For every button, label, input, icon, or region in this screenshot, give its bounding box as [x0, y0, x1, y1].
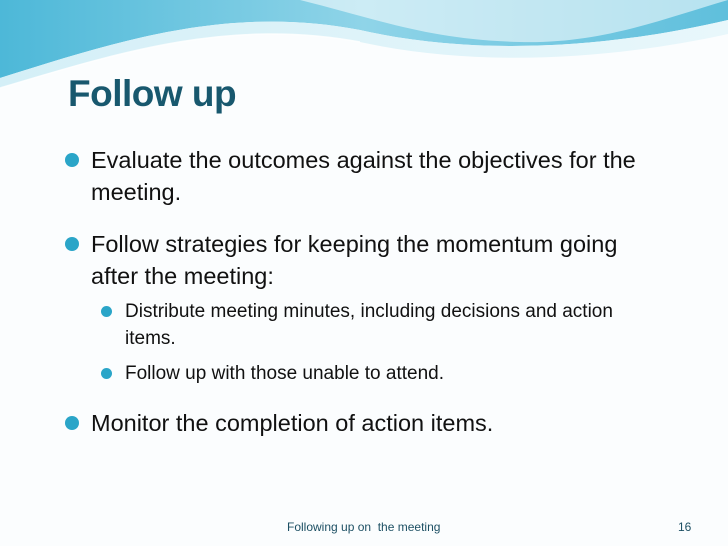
- sub-bullet-dot-icon: [101, 306, 112, 317]
- bullet-dot-icon: [65, 237, 79, 251]
- bullet-item: [62, 144, 662, 208]
- slide-title: Follow up: [68, 73, 237, 114]
- bullet-text: Evaluate the outcomes against the objectives for the meeting.: [91, 147, 636, 205]
- sub-bullet-item: [94, 298, 662, 352]
- sub-bullet-dot-icon: [101, 368, 112, 379]
- bullet-list: [62, 144, 662, 439]
- sub-bullet-item: [94, 360, 662, 387]
- bullet-item: [62, 228, 662, 387]
- page-number: 16: [678, 520, 692, 534]
- bullet-text: Follow strategies for keeping the momentum going after the meeting:: [91, 231, 618, 289]
- bullet-dot-icon: [65, 153, 79, 167]
- sub-bullet-text: Follow up with those unable to attend.: [125, 363, 444, 384]
- bullet-dot-icon: [65, 416, 79, 430]
- footer-text: Following up on the meeting: [287, 520, 441, 534]
- bullet-text: Monitor the completion of action items.: [91, 410, 494, 436]
- sub-bullet-list: [91, 298, 662, 387]
- bullet-item: [62, 407, 662, 439]
- sub-bullet-text: Distribute meeting minutes, including decisions and action items.: [125, 301, 613, 349]
